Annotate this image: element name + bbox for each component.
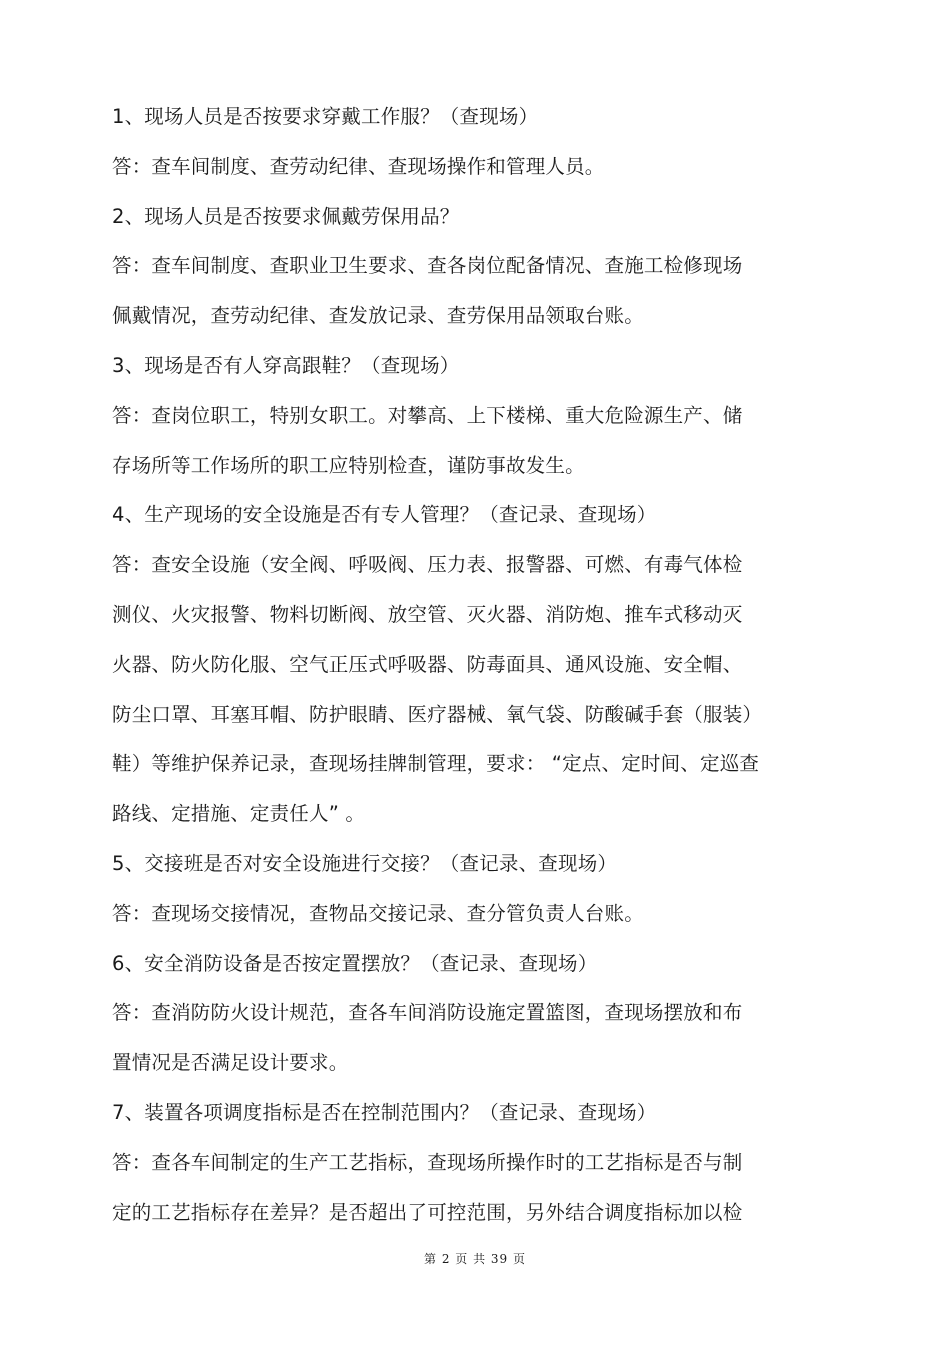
- answer-line: 测仪、火灾报警、物料切断阀、放空管、灭火器、消防炮、推车式移动灭: [112, 602, 743, 626]
- answer-line: 答：查安全设施（安全阀、呼吸阀、压力表、报警器、可燃、有毒气体检: [112, 553, 743, 577]
- answer-line: 路线、定措施、定责任人” 。: [112, 802, 366, 826]
- question-line: 7、装置各项调度指标是否在控制范围内？（查记录、查现场）: [112, 1100, 657, 1124]
- document-body: [112, 92, 828, 1237]
- answer-line: 答：查现场交接情况，查物品交接记录、查分管负责人台账。: [112, 901, 644, 925]
- answer-line: 火器、防火防化服、空气正压式呼吸器、防毒面具、通风设施、安全帽、: [112, 652, 743, 676]
- question-line: 5、交接班是否对安全设施进行交接？（查记录、查现场）: [112, 851, 618, 875]
- answer-line: 答：查岗位职工，特别女职工。对攀高、上下楼梯、重大危险源生产、储: [112, 403, 743, 427]
- question-line: 1、现场人员是否按要求穿戴工作服？（查现场）: [112, 105, 539, 128]
- answer-line: 佩戴情况，查劳动纪律、查发放记录、查劳保用品领取台账。: [112, 304, 644, 328]
- answer-line: 鞋）等维护保养记录，查现场挂牌制管理，要求： “定点、定时间、定巡查: [112, 752, 760, 776]
- answer-line: 答：查各车间制定的生产工艺指标，查现场所操作时的工艺指标是否与制: [112, 1150, 743, 1174]
- answer-line: 置情况是否满足设计要求。: [112, 1051, 349, 1075]
- answer-line: 定的工艺指标存在差异？是否超出了可控范围，另外结合调度指标加以检: [112, 1200, 743, 1224]
- answer-line: 答：查车间制度、查职业卫生要求、查各岗位配备情况、查施工检修现场: [112, 254, 743, 278]
- question-line: 6、安全消防设备是否按定置摆放？（查记录、查现场）: [112, 951, 598, 975]
- question-line: 2、现场人员是否按要求佩戴劳保用品？: [112, 204, 460, 228]
- question-line: 3、现场是否有人穿高跟鞋？（查现场）: [112, 353, 460, 377]
- question-line: 4、生产现场的安全设施是否有专人管理？（查记录、查现场）: [112, 503, 657, 527]
- answer-line: 防尘口罩、耳塞耳帽、防护眼睛、医疗器械、氧气袋、防酸碱手套（服装）: [112, 702, 763, 726]
- answer-line: 存场所等工作场所的职工应特别检查，谨防事故发生。: [112, 453, 585, 477]
- answer-line: 答：查消防防火设计规范，查各车间消防设施定置篮图，查现场摆放和布: [112, 1001, 743, 1025]
- answer-line: 答：查车间制度、查劳动纪律、查现场操作和管理人员。: [112, 154, 605, 178]
- page-number-footer: 第 2 页 共 39 页: [424, 1252, 526, 1266]
